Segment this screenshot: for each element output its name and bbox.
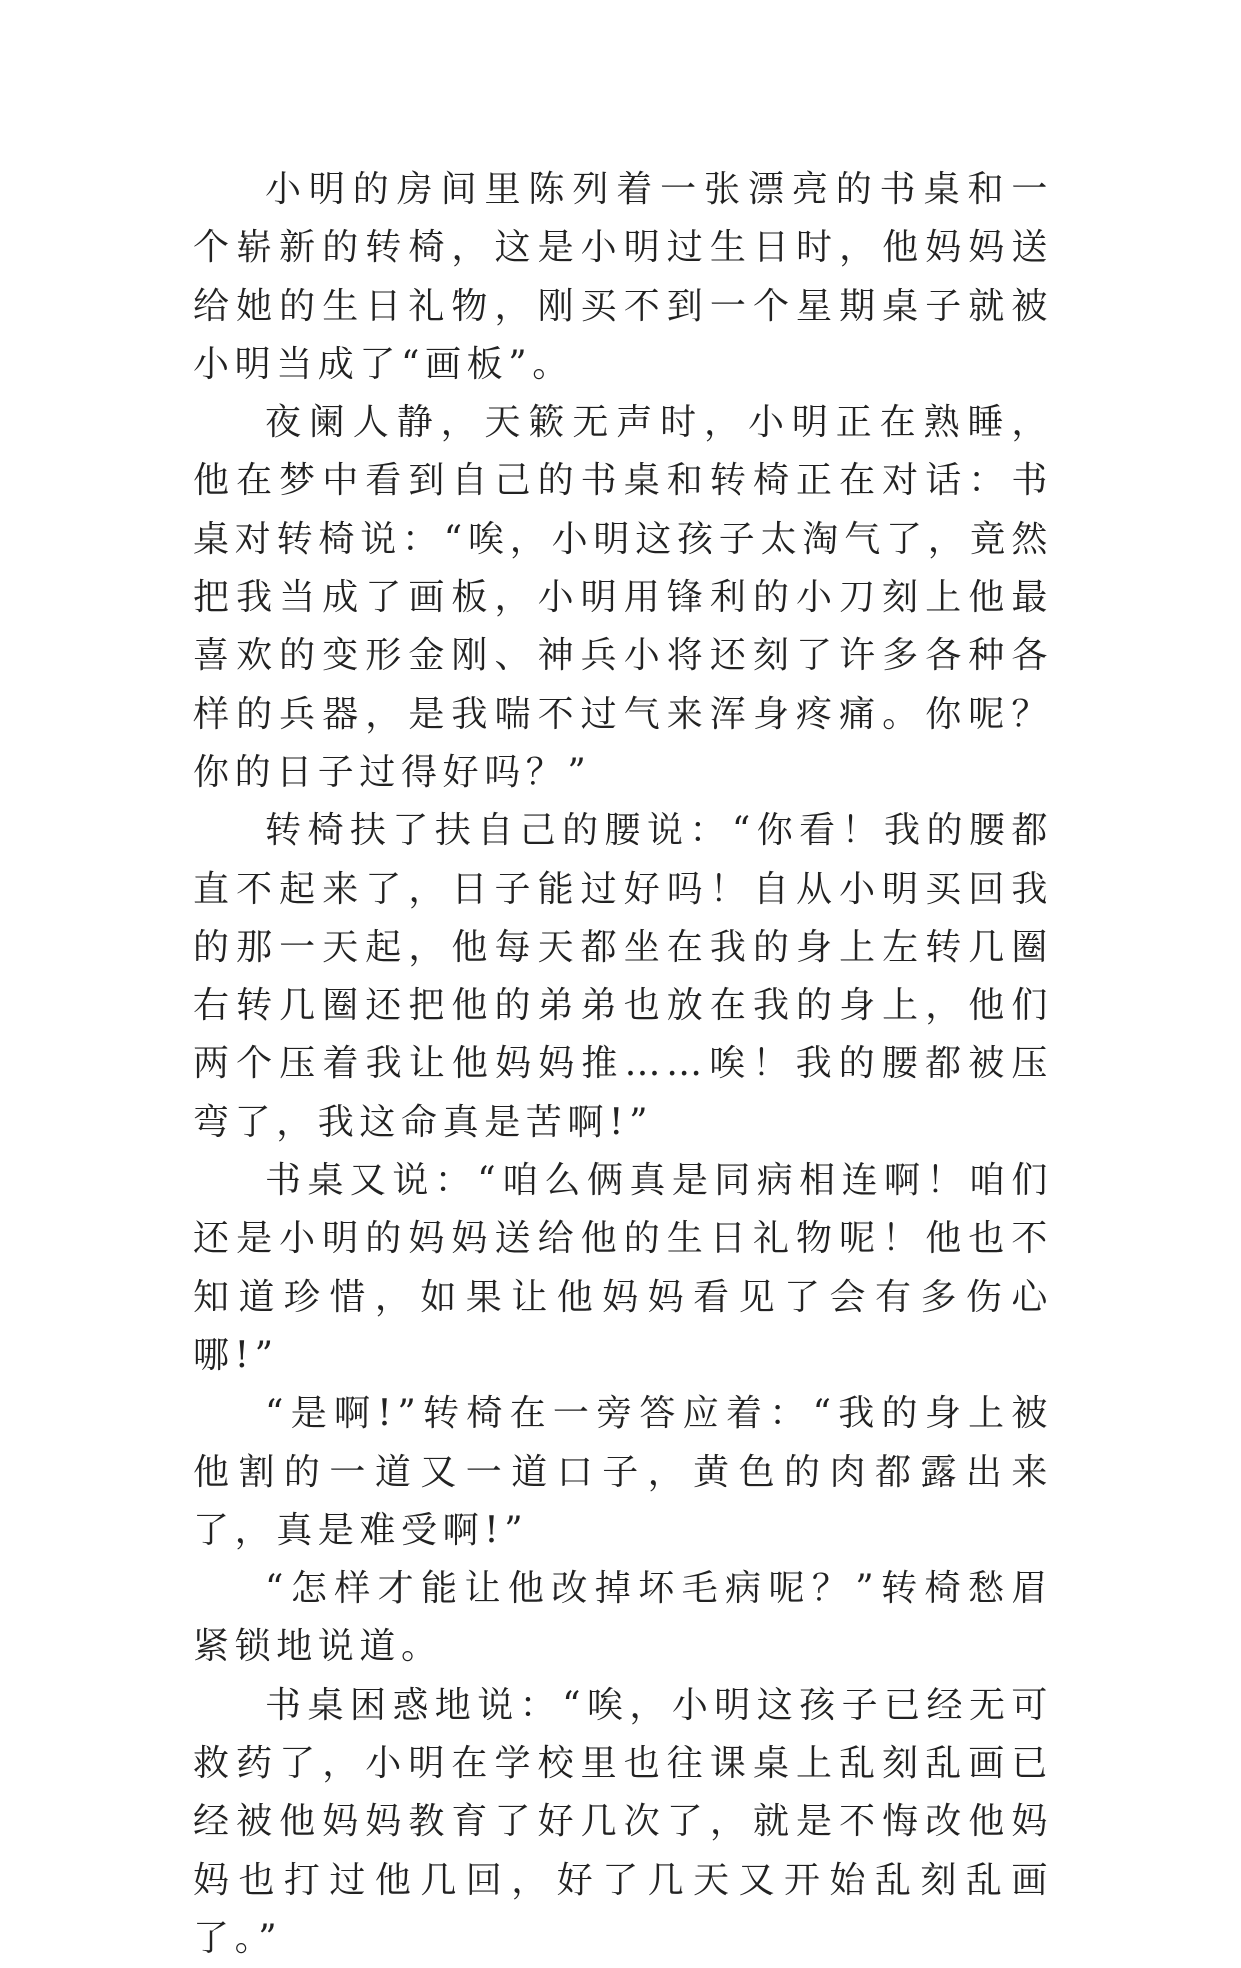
paragraph-7: 书桌困惑地说：“唉，小明这孩子已经无可救药了，小明在学校里也往课桌上乱刻乱画已经被他妈妈教育了好几次了，就是不悔改他妈妈也打过他几回，好了几天又开始乱刻乱画了。” bbox=[193, 1684, 1053, 1959]
story-text bbox=[193, 161, 1053, 1968]
paragraph-5: “是啊!”转椅在一旁答应着：“我的身上被他割的一道又一道口子，黄色的肉都露出来了，真是难受啊!” bbox=[193, 1393, 1053, 1551]
paragraph-2: 夜阑人静，天簌无声时，小明正在熟睡，他在梦中看到自己的书桌和转椅正在对话：书桌对转椅说：“唉，小明这孩子太淘气了，竟然把我当成了画板，小明用锋利的小刀刻上他最喜欢的变形金刚、神兵小将还刻了许多各种各样的兵器，是我喘不过气来浑身疼痛。你呢？你的日子过得好吗？” bbox=[193, 402, 1053, 793]
paragraph-4: 书桌又说：“咱么俩真是同病相连啊！咱们还是小明的妈妈送给他的生日礼物呢！他也不知道珍惜，如果让他妈妈看见了会有多伤心哪!” bbox=[193, 1160, 1053, 1376]
paragraph-3: 转椅扶了扶自己的腰说：“你看！我的腰都直不起来了，日子能过好吗！自从小明买回我的那一天起，他每天都坐在我的身上左转几圈右转几圈还把他的弟弟也放在我的身上，他们两个压着我让他妈妈推……唉！我的腰都被压弯了，我这命真是苦啊!” bbox=[193, 810, 1053, 1143]
paragraph-1: 小明的房间里陈列着一张漂亮的书桌和一个崭新的转椅，这是小明过生日时，他妈妈送给她的生日礼物，刚买不到一个星期桌子就被小明当成了“画板”。 bbox=[193, 169, 1053, 385]
paragraph-6: “怎样才能让他改掉坏毛病呢？”转椅愁眉紧锁地说道。 bbox=[193, 1568, 1053, 1668]
